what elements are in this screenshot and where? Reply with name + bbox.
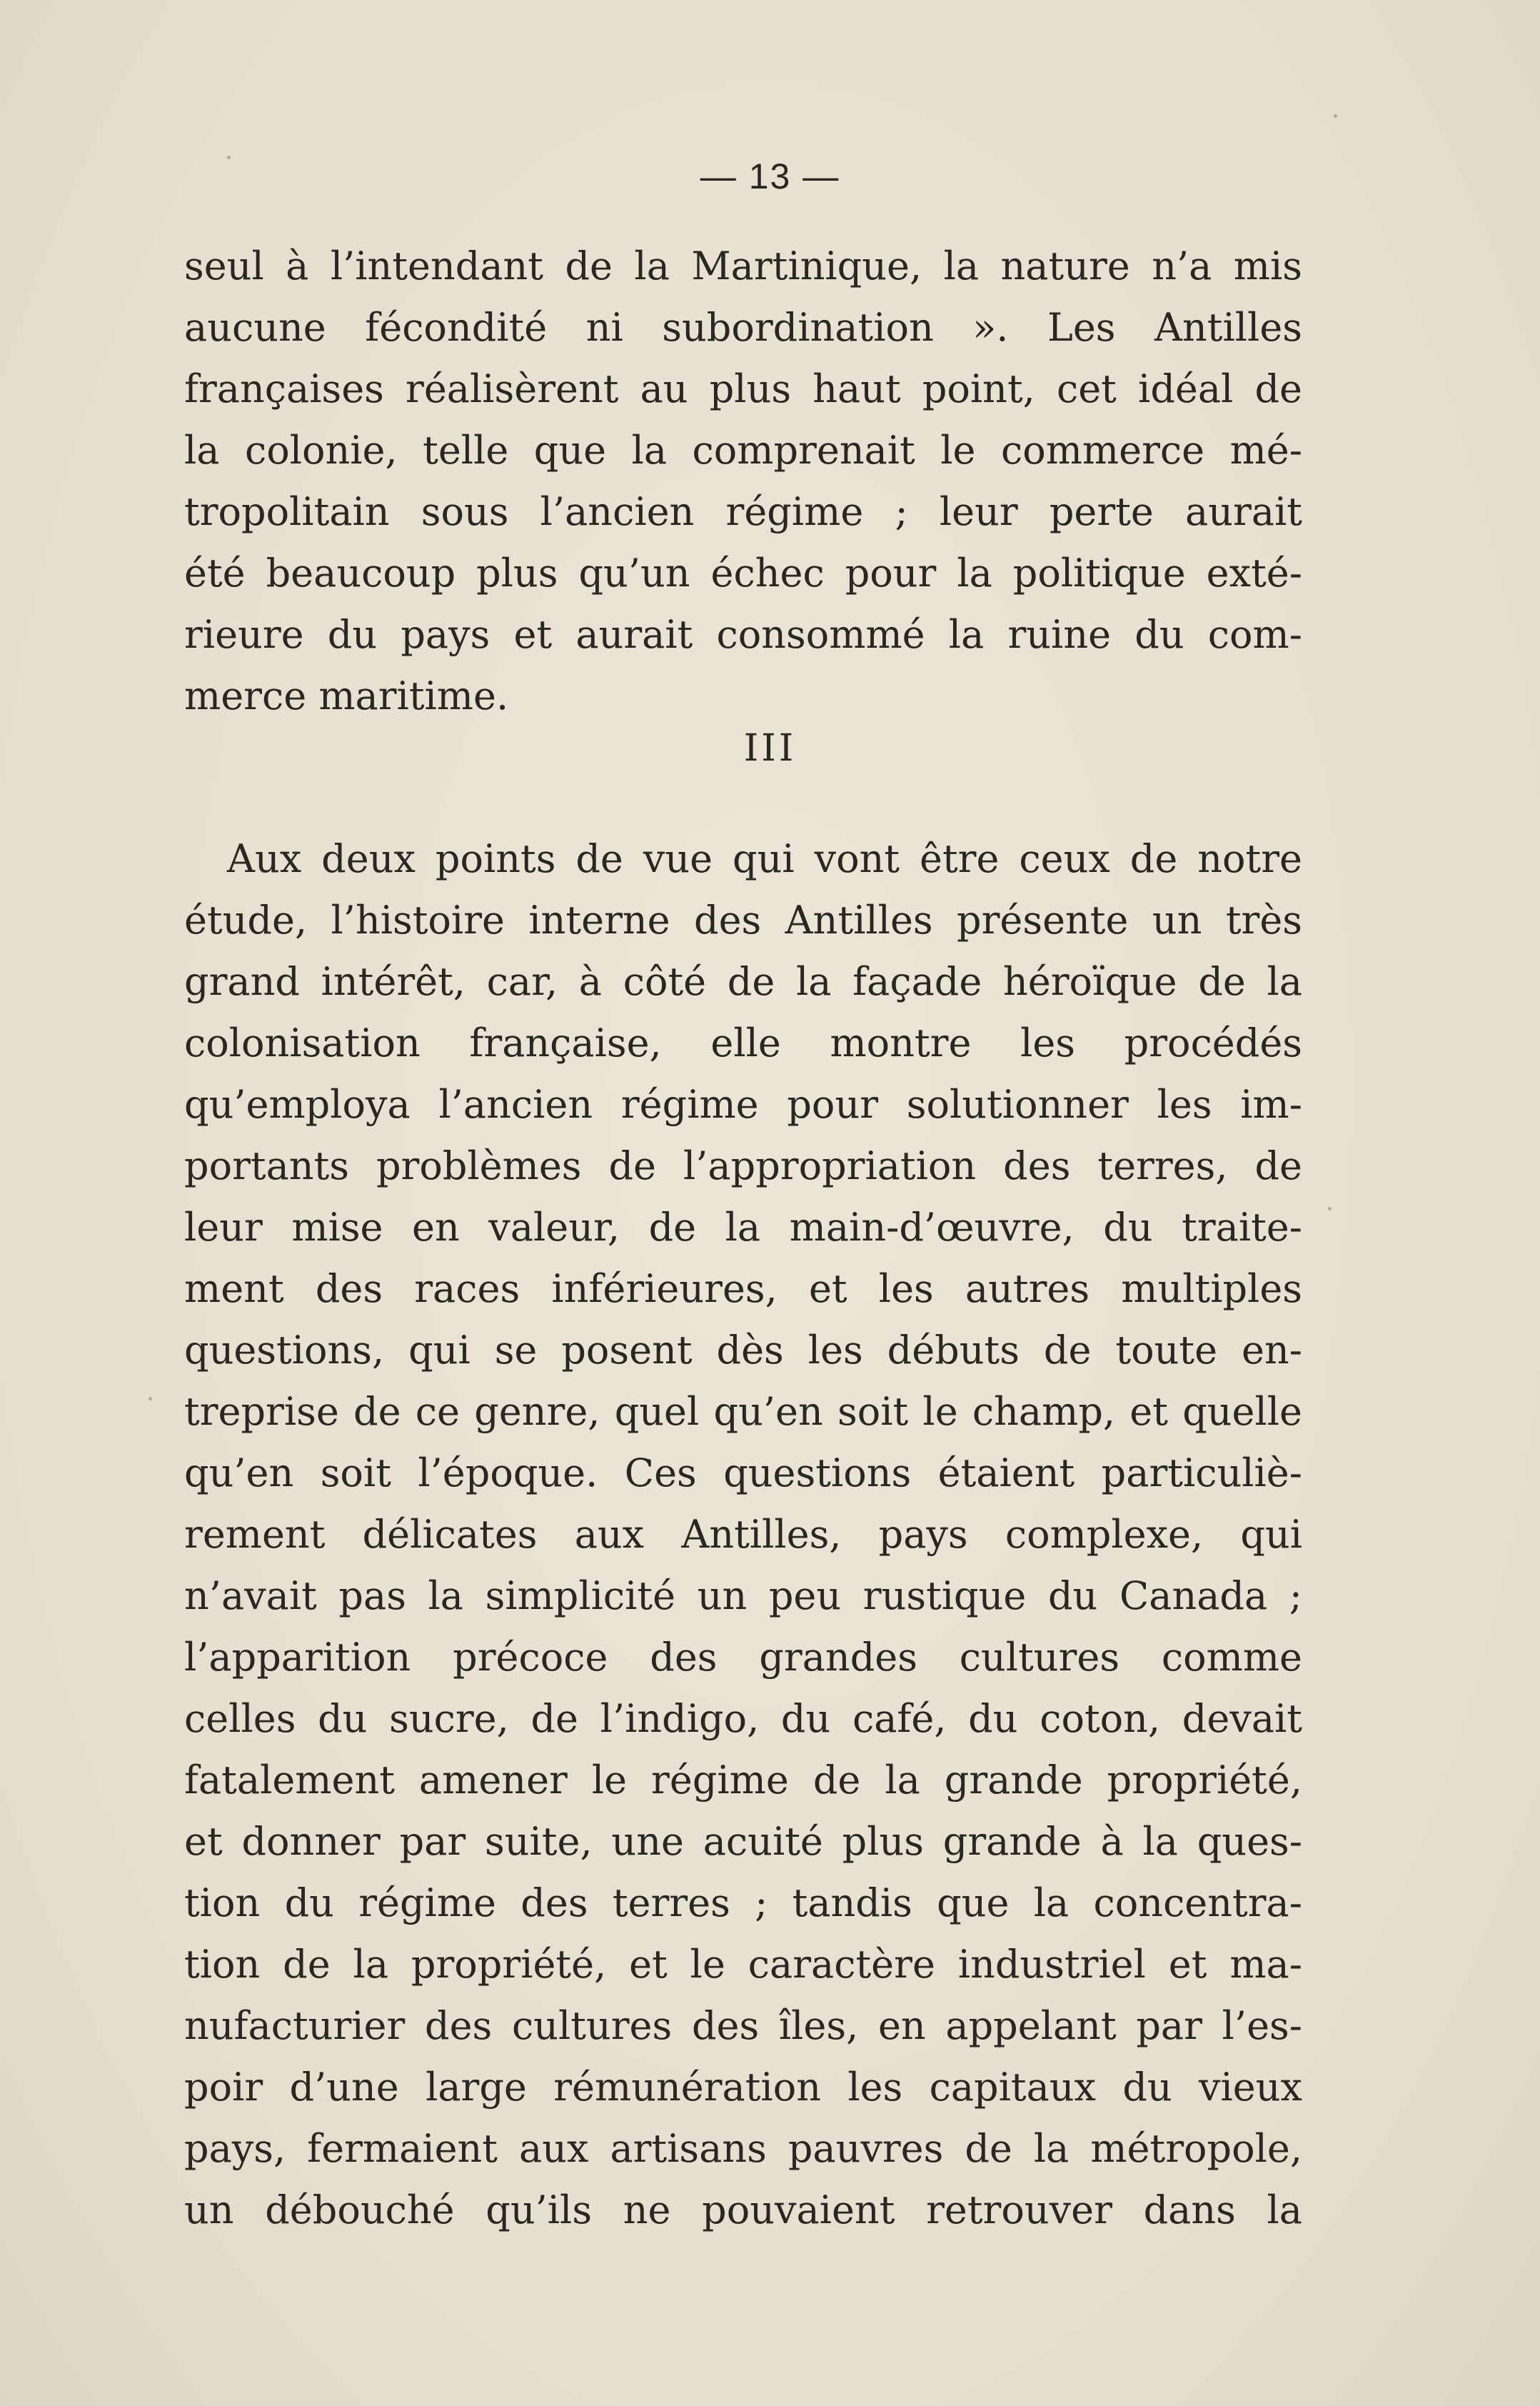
text-line: tion du régime des terres ; tandis que la concentra- bbox=[184, 1880, 1302, 1925]
text-line: n’avait pas la simplicité un peu rustique du Canada ; bbox=[184, 1573, 1302, 1618]
text-line: la colonie, telle que la comprenait le commerce mé- bbox=[184, 428, 1302, 473]
text-line: l’apparition précoce des grandes cultures comme bbox=[184, 1635, 1302, 1680]
text-line: un débouché qu’ils ne pouvaient retrouver dans la bbox=[184, 2187, 1302, 2232]
text-line: questions, qui se posent dès les débuts de toute en- bbox=[184, 1328, 1302, 1373]
page-number: — 13 — bbox=[700, 156, 840, 196]
text-line: leur mise en valeur, de la main-d’œuvre, du traite- bbox=[184, 1205, 1302, 1250]
text-line: Aux deux points de vue qui vont être ceux de notre bbox=[227, 836, 1302, 881]
text-line: poir d’une large rémunération les capitaux du vieux bbox=[184, 2065, 1302, 2110]
paper-speck bbox=[227, 156, 231, 159]
text-line: et donner par suite, une acuité plus grande à la ques- bbox=[184, 1819, 1302, 1864]
paper-speck bbox=[149, 1397, 152, 1400]
text-line: grand intérêt, car, à côté de la façade héroïque de la bbox=[184, 959, 1302, 1004]
text-line: merce maritime. bbox=[184, 673, 509, 718]
text-line: colonisation française, elle montre les procédés bbox=[184, 1021, 1302, 1066]
text-line: rieure du pays et aurait consommé la ruine du com- bbox=[184, 612, 1302, 657]
text-line: françaises réalisèrent au plus haut point, cet idéal de bbox=[184, 366, 1302, 411]
paragraph-main bbox=[184, 828, 1302, 2241]
text-line: fatalement amener le régime de la grande propriété, bbox=[184, 1758, 1302, 1803]
text-line: été beaucoup plus qu’un échec pour la politique exté- bbox=[184, 551, 1302, 596]
text-line: pays, fermaient aux artisans pauvres de la métropole, bbox=[184, 2126, 1302, 2171]
text-line: portants problèmes de l’appropriation des terres, de bbox=[184, 1143, 1302, 1188]
paper-speck bbox=[1334, 114, 1337, 118]
text-line: ment des races inférieures, et les autres multiples bbox=[184, 1266, 1302, 1311]
section-heading: III bbox=[743, 727, 797, 770]
text-line: qu’employa l’ancien régime pour solutionner les im- bbox=[184, 1082, 1302, 1127]
text-line: tion de la propriété, et le caractère industriel et ma- bbox=[184, 1942, 1302, 1987]
text-line: treprise de ce genre, quel qu’en soit le champ, et quelle bbox=[184, 1389, 1302, 1434]
text-line: nufacturier des cultures des îles, en appelant par l’es- bbox=[184, 2003, 1302, 2048]
text-line: qu’en soit l’époque. Ces questions étaient particuliè- bbox=[184, 1450, 1302, 1495]
paragraph-continued bbox=[184, 236, 1302, 727]
paper-speck bbox=[1328, 1207, 1332, 1210]
text-line: étude, l’histoire interne des Antilles présente un très bbox=[184, 898, 1302, 943]
text-line: rement délicates aux Antilles, pays complexe, qui bbox=[184, 1512, 1302, 1557]
text-line: aucune fécondité ni subordination ». Les Antilles bbox=[184, 305, 1302, 350]
text-line: celles du sucre, de l’indigo, du café, du coton, devait bbox=[184, 1696, 1302, 1741]
text-line: seul à l’intendant de la Martinique, la nature n’a mis bbox=[184, 244, 1302, 289]
text-line: tropolitain sous l’ancien régime ; leur perte aurait bbox=[184, 489, 1302, 534]
